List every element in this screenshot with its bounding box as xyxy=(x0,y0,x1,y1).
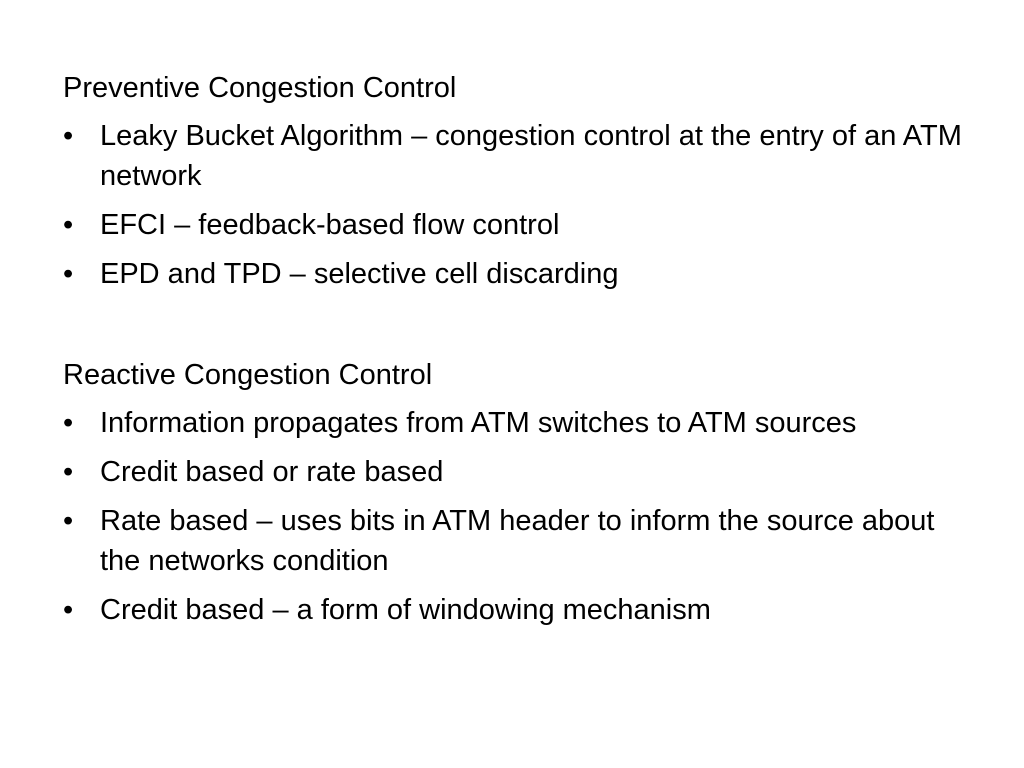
reactive-congestion-section xyxy=(63,355,963,639)
bullet-text: Credit based or rate based xyxy=(100,456,444,488)
preventive-congestion-section xyxy=(63,68,963,303)
bullet-list xyxy=(63,403,963,630)
bullet-text: Rate based – uses bits in ATM header to inform the source about the networks condition xyxy=(100,505,935,577)
bullet-text: Information propagates from ATM switches to ATM sources xyxy=(100,407,857,439)
list-item xyxy=(63,501,963,581)
bullet-icon: • xyxy=(63,594,74,626)
section-heading: Preventive Congestion Control xyxy=(63,72,457,104)
list-item xyxy=(63,403,963,443)
bullet-icon: • xyxy=(63,120,74,152)
bullet-icon: • xyxy=(63,456,74,488)
list-item xyxy=(63,116,963,196)
bullet-icon: • xyxy=(63,209,74,241)
list-item xyxy=(63,590,963,630)
bullet-text: EFCI – feedback-based flow control xyxy=(100,209,560,241)
bullet-text: Leaky Bucket Algorithm – congestion control at the entry of an ATM network xyxy=(100,120,962,192)
bullet-icon: • xyxy=(63,505,74,537)
bullet-text: Credit based – a form of windowing mechanism xyxy=(100,594,711,626)
bullet-list xyxy=(63,116,963,294)
bullet-text: EPD and TPD – selective cell discarding xyxy=(100,258,619,290)
bullet-icon: • xyxy=(63,407,74,439)
list-item xyxy=(63,205,963,245)
list-item xyxy=(63,452,963,492)
list-item xyxy=(63,254,963,294)
section-heading: Reactive Congestion Control xyxy=(63,359,433,391)
bullet-icon: • xyxy=(63,258,74,290)
